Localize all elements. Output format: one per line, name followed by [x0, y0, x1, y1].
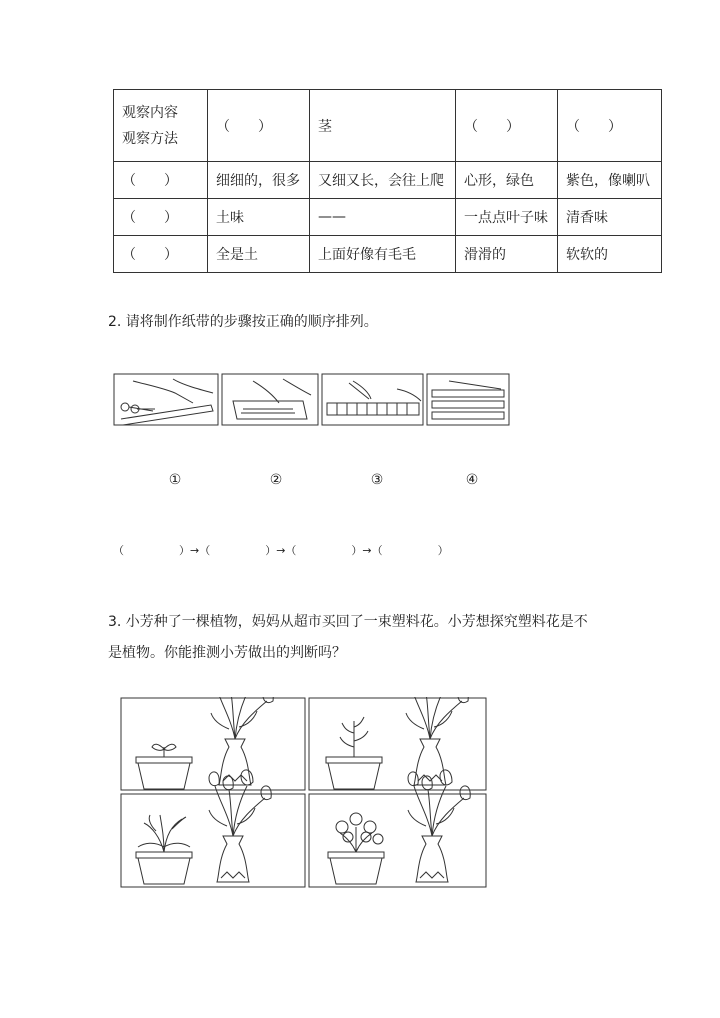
table-cell: 清香味: [558, 199, 662, 236]
step-2-panel: [222, 374, 318, 425]
table-cell: 紫色，像喇叭: [558, 162, 662, 199]
step-label-1: ①: [168, 472, 182, 488]
paper-strip-steps-illustration: [113, 373, 511, 427]
table-cell: 全是土: [208, 236, 310, 273]
header-label-method: 观察方法: [122, 130, 178, 147]
header-corner-cell: [114, 90, 208, 162]
row-label-cell: （ ）: [114, 236, 208, 273]
header-cell: 茎: [310, 90, 456, 162]
table-cell: ——: [310, 199, 456, 236]
table-cell: 土味: [208, 199, 310, 236]
order-answer-sequence: （ ）→（ ）→（ ）→（ ）: [113, 544, 449, 557]
table-row: [114, 162, 662, 199]
header-cell: （ ）: [456, 90, 558, 162]
table-cell: 上面好像有毛毛: [310, 236, 456, 273]
table-cell: 心形，绿色: [456, 162, 558, 199]
row-label-cell: （ ）: [114, 162, 208, 199]
young-plant-pot: [326, 717, 382, 789]
header-label-content: 观察内容: [122, 104, 178, 121]
flowering-plant-pot: [328, 813, 384, 884]
question-2-text: 2. 请将制作纸带的步骤按正确的顺序排列。: [108, 314, 378, 330]
header-cell: （ ）: [558, 90, 662, 162]
step-label-3: ③: [370, 472, 384, 488]
table-row: [114, 236, 662, 273]
table-cell: 细细的，很多: [208, 162, 310, 199]
panel-stage-1: [121, 698, 305, 790]
question-3-line-2: 是植物。你能推测小芳做出的判断吗？: [108, 645, 346, 661]
table-cell: 又细又长，会往上爬: [310, 162, 456, 199]
plant-vs-plastic-flower-illustration: [120, 697, 490, 889]
plastic-flower-vase: [406, 697, 468, 785]
seedling-pot: [136, 744, 192, 789]
panel-stage-4: [309, 794, 486, 887]
row-label-cell: （ ）: [114, 199, 208, 236]
panel-stage-3: [121, 794, 305, 887]
observation-table: [113, 89, 662, 273]
plastic-flower-vase: [209, 770, 271, 882]
question-3-line-1: 3. 小芳种了一棵植物，妈妈从超市买回了一束塑料花。小芳想探究塑料花是不: [108, 614, 588, 630]
table-cell: 软软的: [558, 236, 662, 273]
table-header-row: [114, 90, 662, 162]
leafy-plant-pot: [136, 815, 192, 884]
header-cell: （ ）: [208, 90, 310, 162]
panel-stage-2: [309, 698, 486, 790]
step-4-panel: [427, 374, 509, 425]
step-3-panel: [322, 374, 423, 425]
plastic-flower-vase: [408, 770, 470, 882]
step-label-4: ④: [465, 472, 479, 488]
table-cell: 一点点叶子味: [456, 199, 558, 236]
step-label-2: ②: [269, 472, 283, 488]
table-cell: 滑滑的: [456, 236, 558, 273]
step-1-panel: [114, 374, 218, 425]
table-row: [114, 199, 662, 236]
